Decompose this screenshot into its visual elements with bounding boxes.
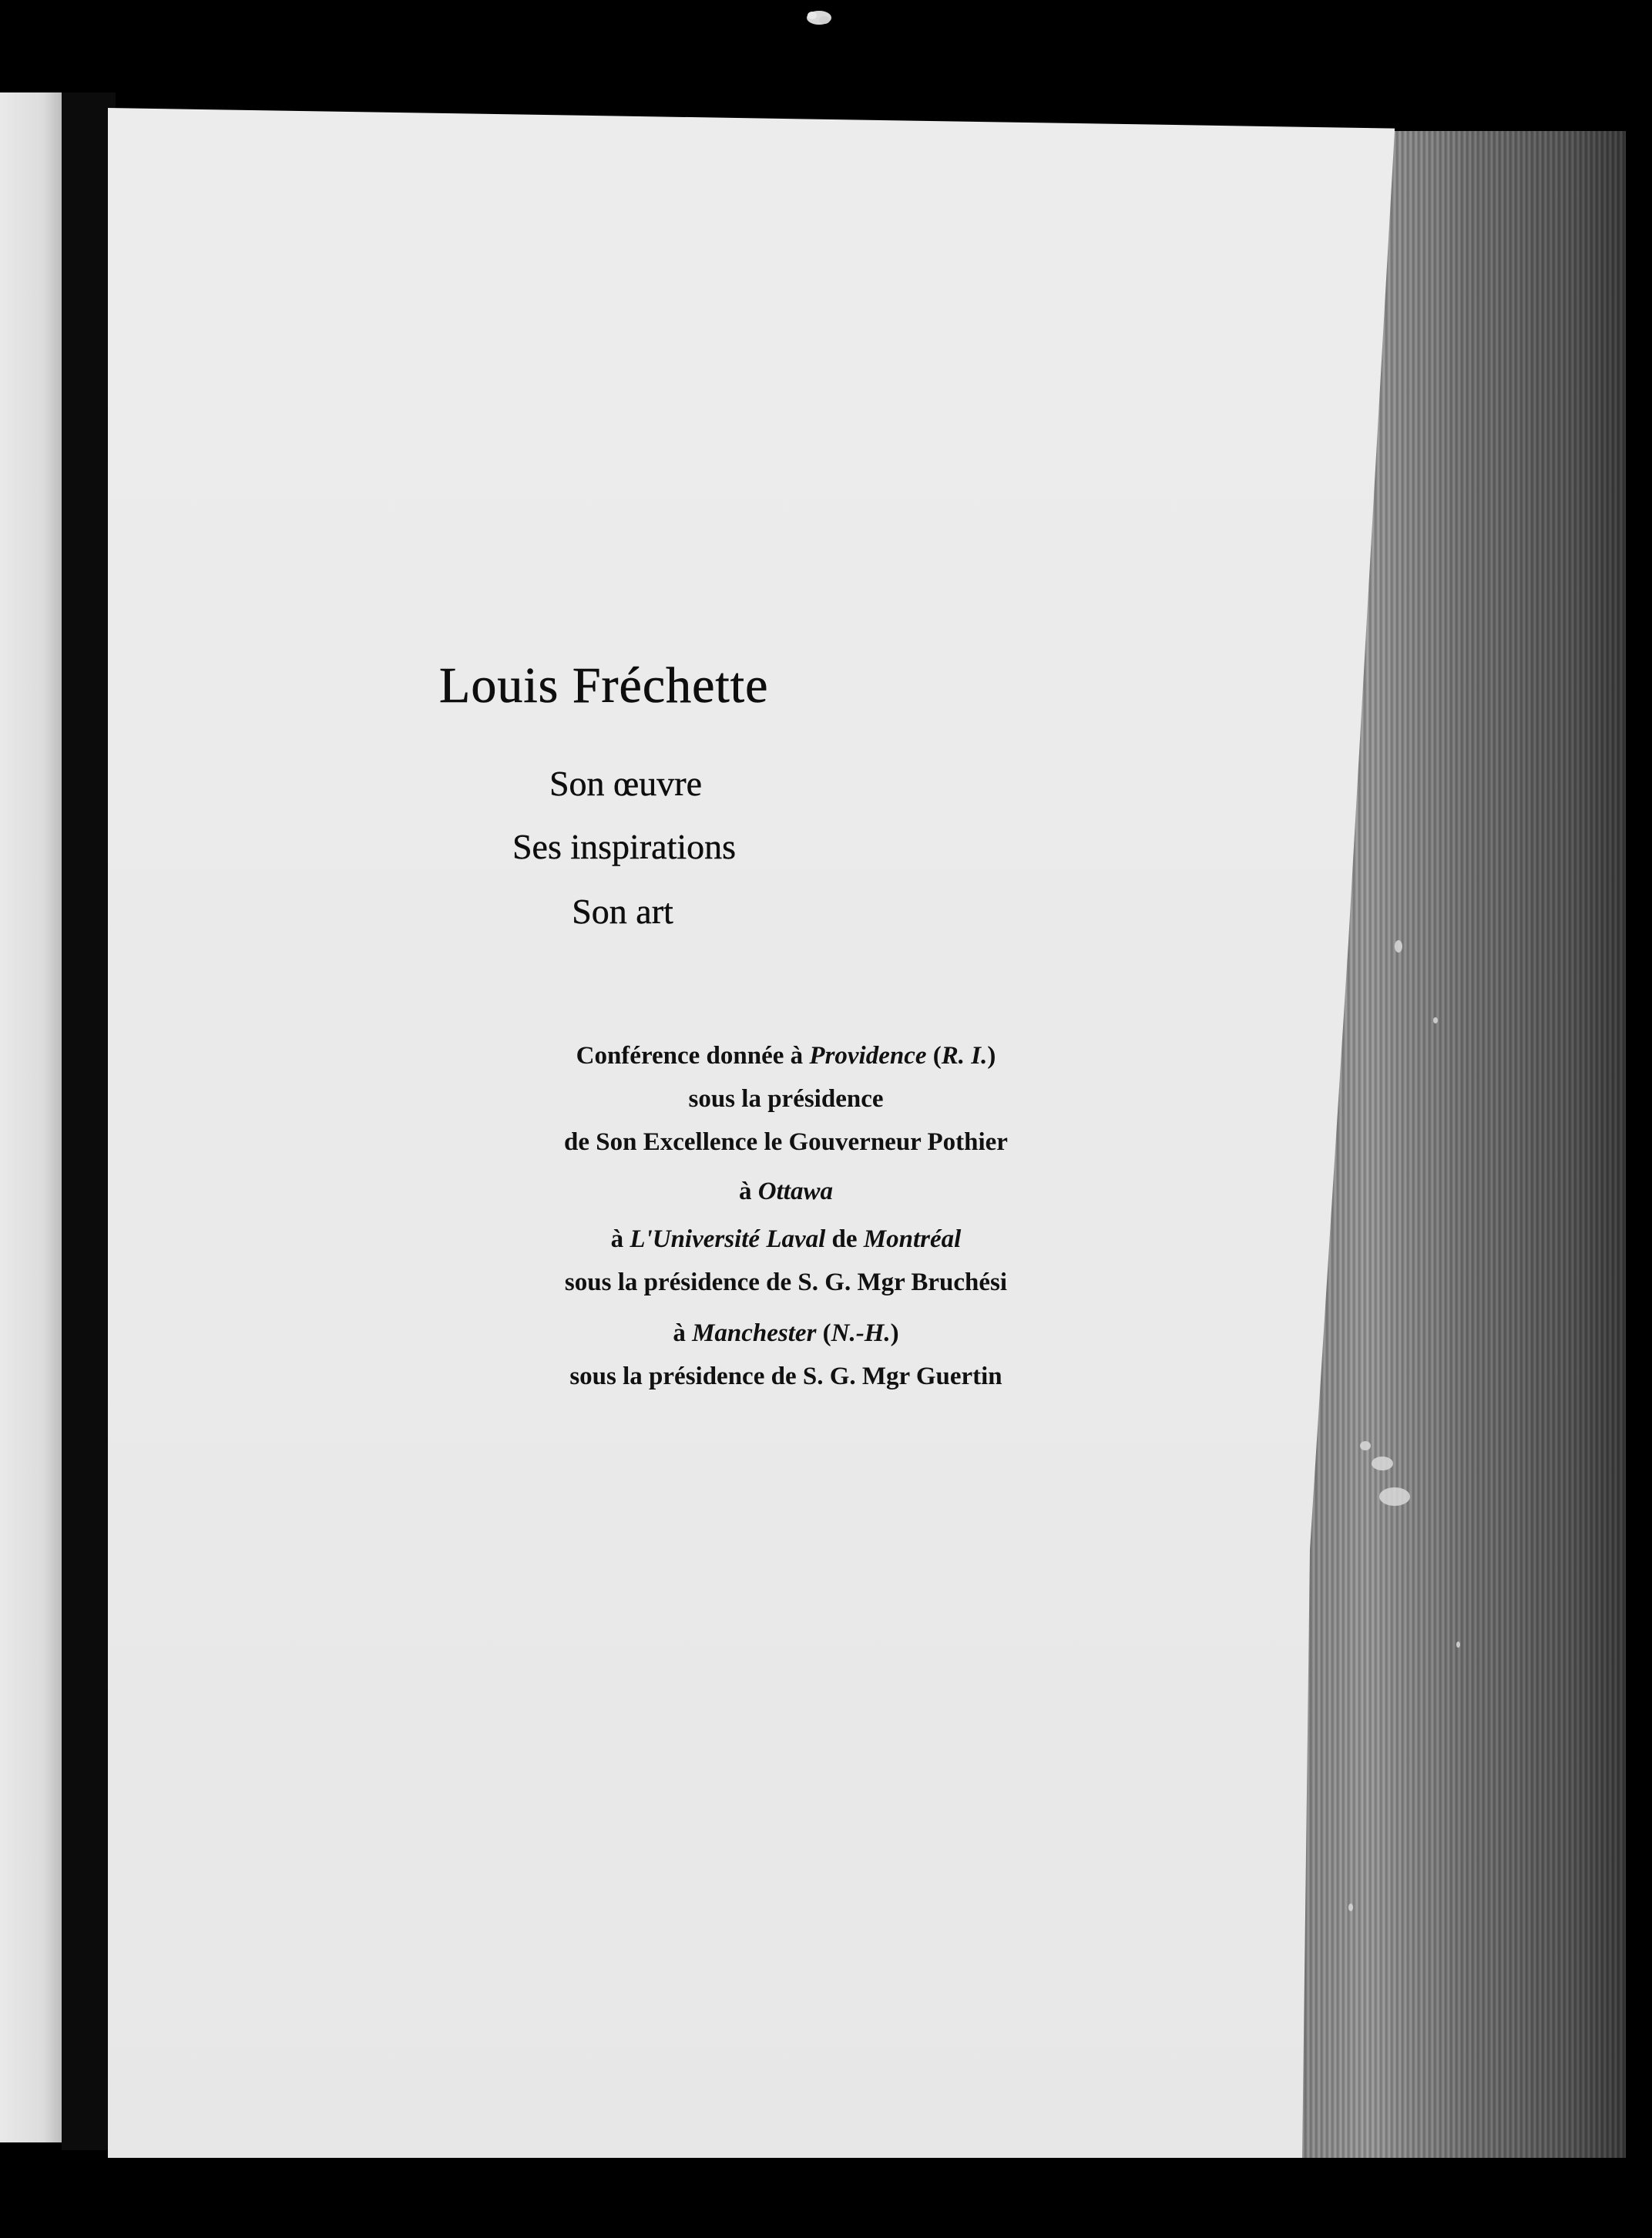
- text-segment: sous la présidence: [688, 1085, 884, 1113]
- conference-line: [493, 1085, 1079, 1114]
- conference-line: [493, 1363, 1079, 1391]
- subtitle-art: Son art: [572, 892, 673, 931]
- book-gutter: [62, 92, 116, 2150]
- italic-text: Manchester: [692, 1319, 817, 1347]
- edge-speck: [1395, 940, 1402, 953]
- text-segment: de Son Excellence le Gouverneur Pothier: [564, 1128, 1008, 1156]
- conference-line: [493, 1178, 1079, 1206]
- italic-text: Ottawa: [757, 1178, 833, 1205]
- text-segment: (: [816, 1319, 831, 1347]
- text-segment: (: [926, 1042, 942, 1070]
- edge-speck: [1372, 1457, 1393, 1470]
- conference-line: [493, 1319, 1079, 1348]
- edge-speck: [1456, 1642, 1460, 1648]
- edge-speck: [1433, 1017, 1438, 1023]
- edge-speck: [1348, 1904, 1353, 1911]
- conference-line: [493, 1128, 1079, 1157]
- text-segment: sous la présidence de S. G. Mgr Guertin: [569, 1363, 1002, 1390]
- subtitle-oeuvre: Son œuvre: [549, 764, 703, 803]
- text-segment: Conférence donnée à: [576, 1042, 810, 1070]
- italic-text: N.-H.: [831, 1319, 891, 1347]
- subtitle-inspirations: Ses inspirations: [512, 827, 737, 866]
- text-segment: à: [673, 1319, 693, 1347]
- text-segment: ): [987, 1042, 996, 1070]
- edge-speck: [1379, 1487, 1410, 1506]
- edge-speck: [1360, 1441, 1371, 1450]
- text-segment: à: [610, 1225, 630, 1253]
- text-segment: ): [890, 1319, 899, 1347]
- ink-blot-mark: [801, 6, 837, 29]
- conference-line: [493, 1042, 1079, 1070]
- conference-line: [493, 1269, 1079, 1297]
- italic-text: Providence: [809, 1042, 927, 1070]
- conference-line: [493, 1225, 1079, 1254]
- text-segment: de: [825, 1225, 864, 1253]
- previous-page-edge: [0, 92, 62, 2142]
- text-segment: sous la présidence de S. G. Mgr Bruchési: [564, 1269, 1008, 1296]
- italic-text: Montréal: [863, 1225, 962, 1253]
- italic-text: R. I.: [941, 1042, 988, 1070]
- document-title: Louis Fréchette: [439, 657, 769, 714]
- text-segment: à: [739, 1178, 758, 1205]
- italic-text: L'Université Laval: [630, 1225, 826, 1253]
